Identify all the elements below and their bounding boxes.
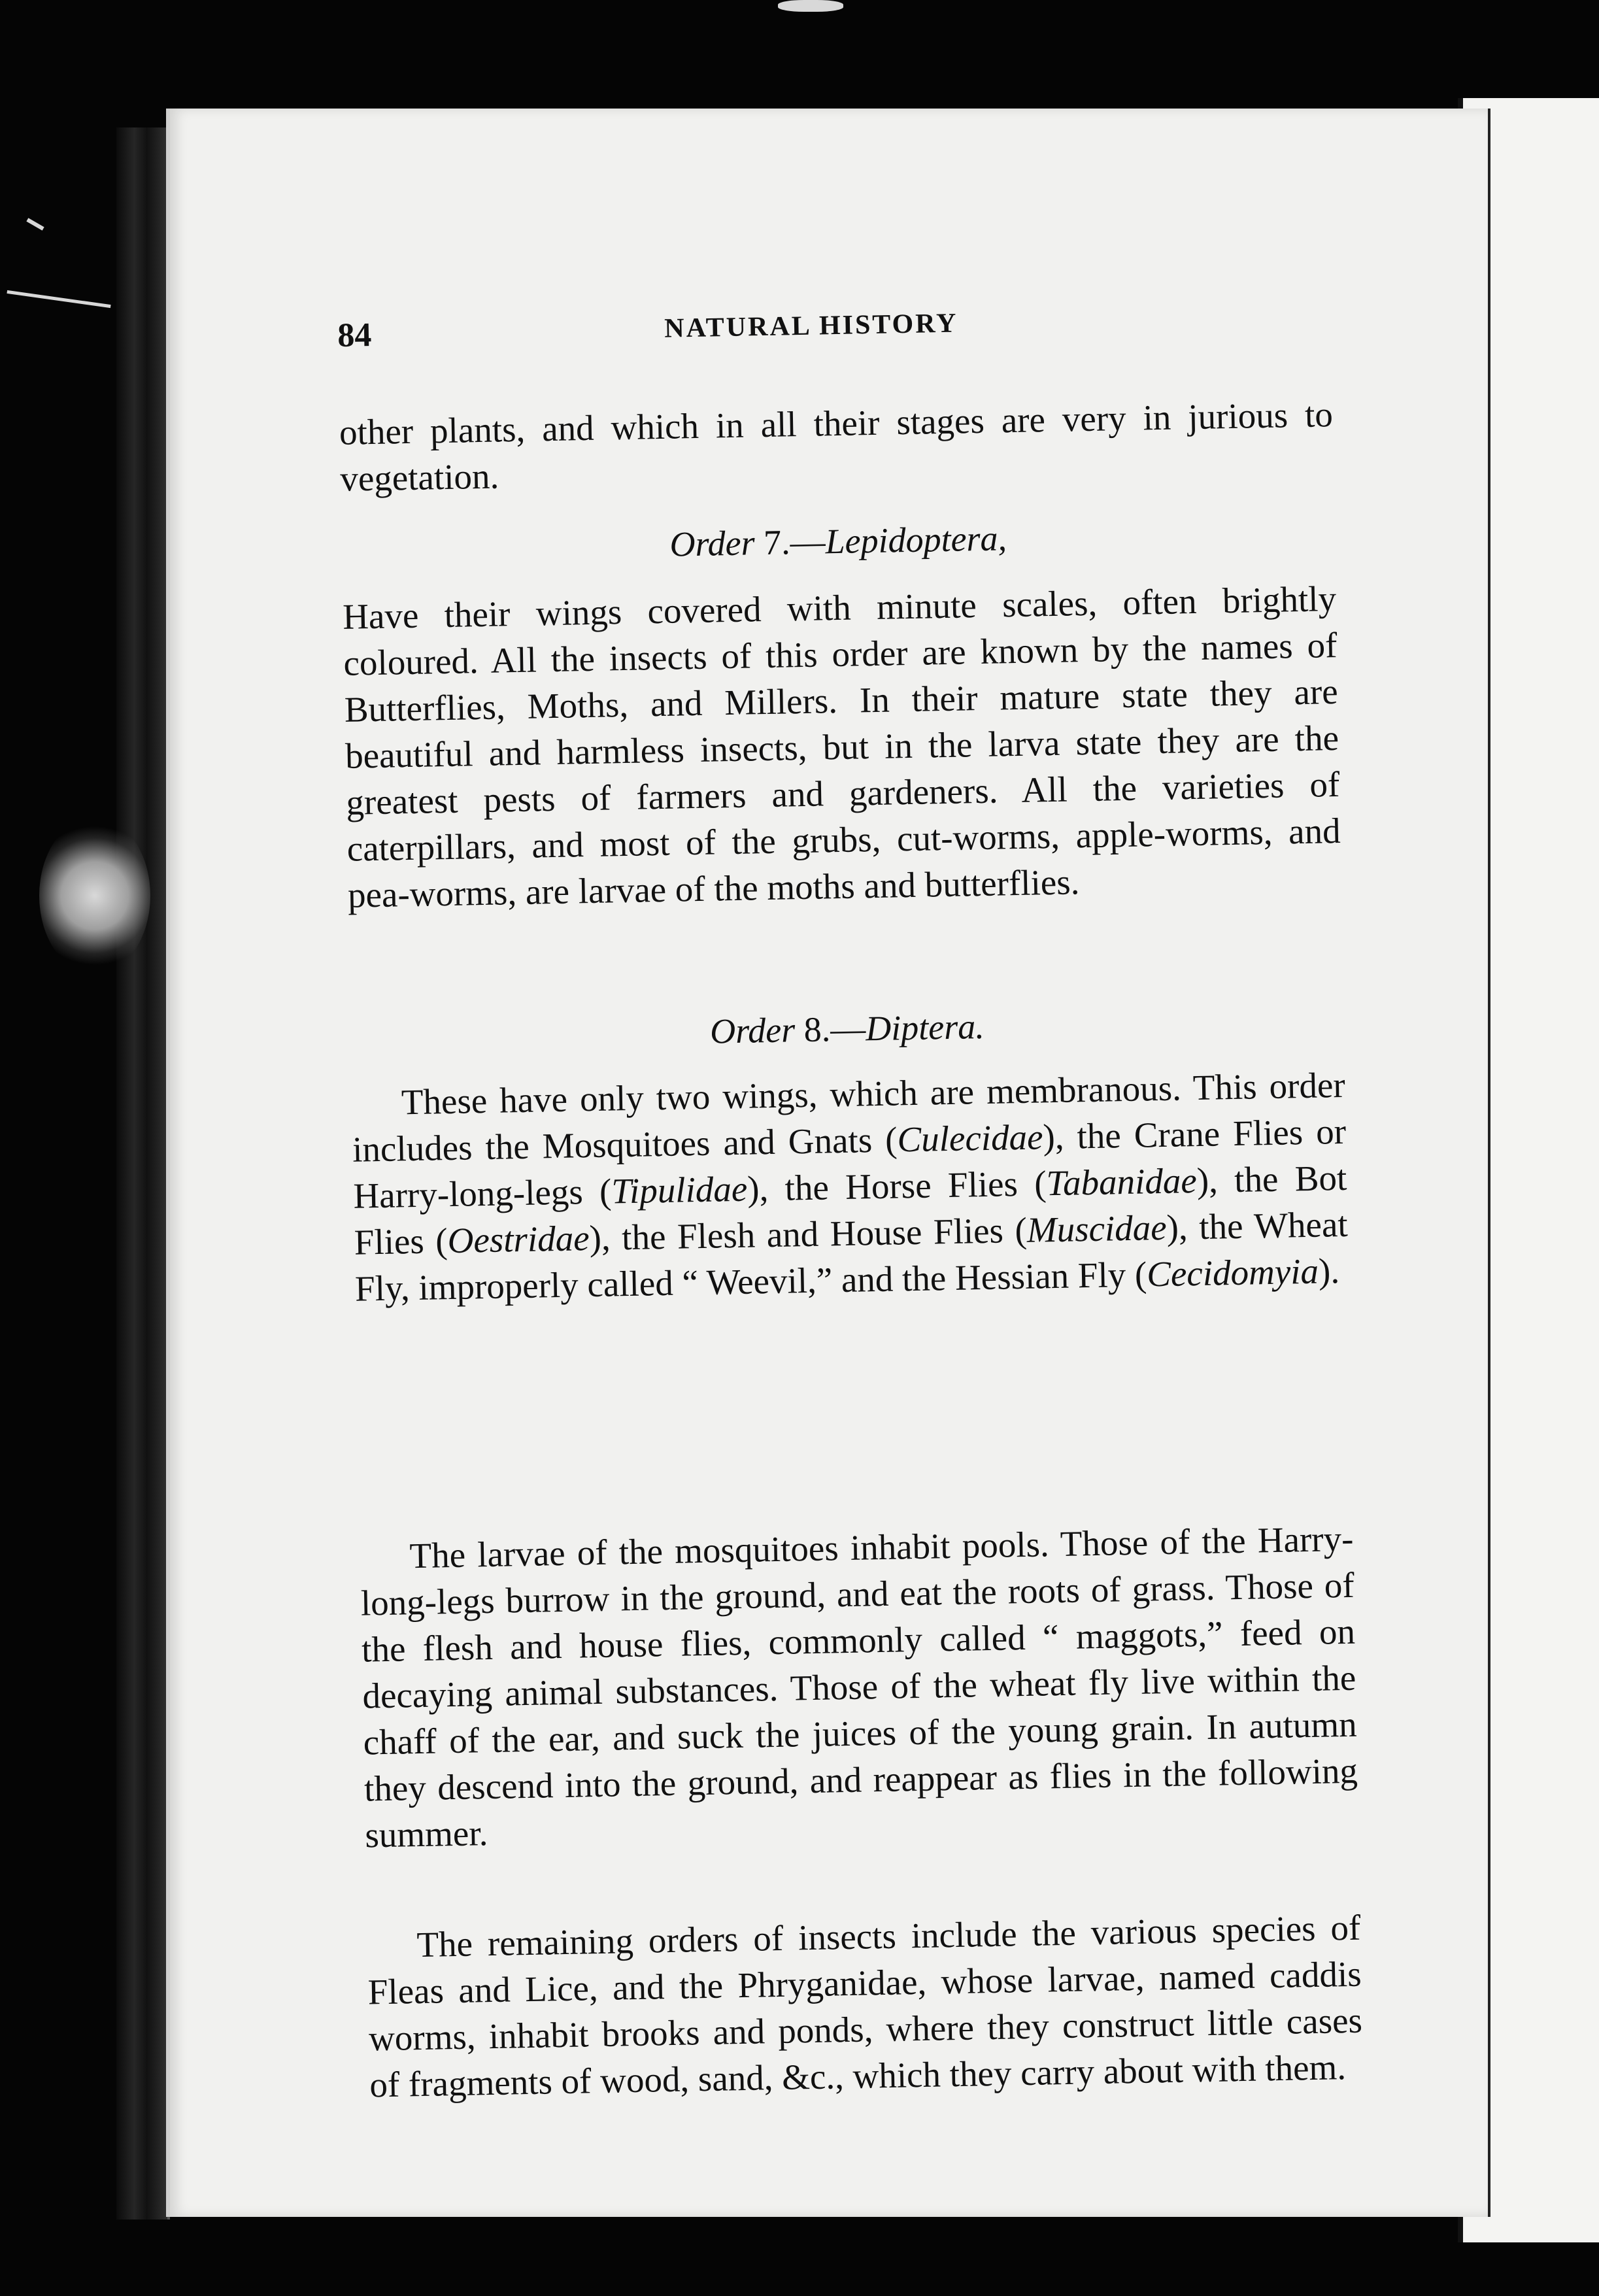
diptera-text-4: ), the Bot Flies (: [354, 1157, 1347, 1262]
book-binding: [116, 127, 170, 2220]
scan-speck-left-middle: [7, 290, 110, 308]
page-stain: [39, 817, 150, 974]
taxon-muscidae: Muscidae: [1026, 1207, 1168, 1250]
order-7-prefix: Order: [669, 523, 756, 564]
paragraph-continued: other plants, and which in all their stages are very in jurious to vegetation.: [339, 394, 1334, 499]
paragraph-diptera: [351, 1062, 1349, 1312]
diptera-text-3: ), the Horse Flies (: [747, 1163, 1047, 1209]
order-8-name: Diptera.: [865, 1006, 985, 1049]
order-8-prefix: Order: [709, 1010, 796, 1051]
diptera-text-7: ).: [1318, 1251, 1340, 1291]
diptera-text-6: ), the Wheat Fly, improperly called “ Weevil,” and the Hessian Fly (: [354, 1204, 1349, 1309]
book-page: [166, 109, 1490, 2217]
taxon-culecidae: Culecidae: [896, 1117, 1044, 1160]
running-header: [337, 286, 1383, 363]
taxon-tabanidae: Tabanidae: [1045, 1160, 1198, 1204]
order-7-heading: [341, 509, 1336, 574]
order-7-number: 7.—: [763, 522, 826, 563]
diptera-text-2: ), the Crane Flies or Harry-long-legs (: [352, 1111, 1347, 1216]
order-8-number: 8.—: [803, 1009, 866, 1050]
taxon-cecidomyia: Cecidomyia: [1146, 1251, 1319, 1294]
taxon-tipulidae: Tipulidae: [611, 1168, 748, 1211]
header-title: NATURAL HISTORY: [664, 308, 958, 344]
page-content: [333, 87, 1561, 2201]
order-7-name: Lepidoptera,: [824, 518, 1007, 562]
paragraph-lepidoptera: Have their wings covered with minute scales, often brightly coloured. All the insects of this order are known by the names of Butterflies, Moths, and Millers. In their mature state they are beautiful and harmless insects, but in the larva state they are the greatest pests of farmers and gardeners. All the varieties of caterpillars, and most of the grubs, cut-worms, apple-worms, and pea-worms, are larvae of the moths and butterflies.: [342, 579, 1341, 915]
paragraph-larvae: The larvae of the mosquitoes inhabit pools. Those of the Harry-long-legs burrow in the ground, and eat the roots of grass. Those of the flesh and house flies, commonly called “ maggots,” feed on decaying animal substances. Those of the wheat fly live within the chaff of the ear, and suck the juices of the young grain. In autumn they descend into the ground, and reappear as flies in the following summer.: [360, 1518, 1358, 1855]
diptera-text-5: ), the Flesh and House Flies (: [588, 1209, 1028, 1258]
page-number: 84: [337, 316, 372, 354]
scan-speck-left-top: [26, 218, 44, 230]
scan-speck-top: [778, 0, 843, 12]
taxon-oestridae: Oestridae: [447, 1218, 590, 1261]
order-8-heading: [350, 996, 1344, 1062]
paragraph-remaining-orders: The remaining orders of insects include the various species of Fleas and Lice, and the Phryganidae, whose larvae, named caddis worms, inhabit brooks and ponds, where they construct little cases of fragments of wood, sand, &c., which they carry about with them.: [367, 1907, 1363, 2105]
diptera-text-1: These have only two wings, which are membranous. This order includes the Mosquitoes and Gnats (: [352, 1064, 1346, 1170]
